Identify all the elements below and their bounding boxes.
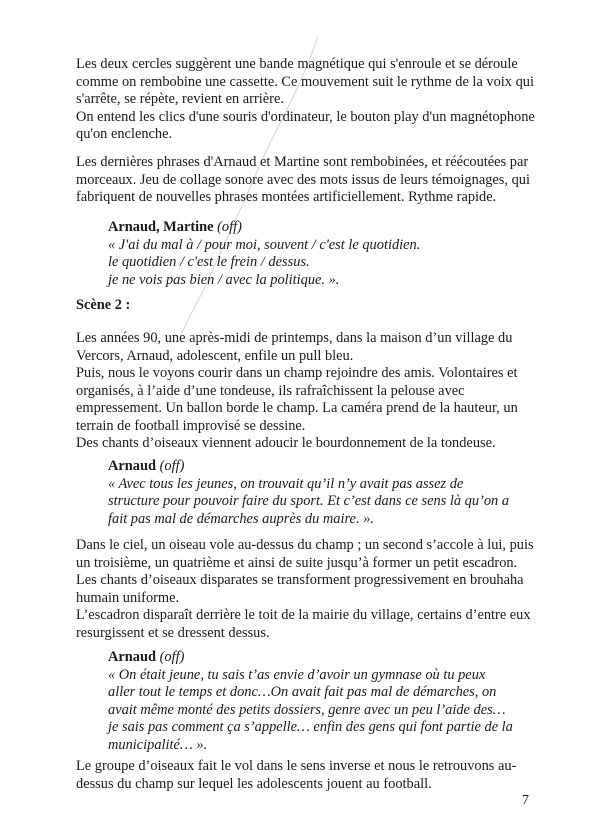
dialogue-line: je ne vois pas bien / avec la politique. ». — [108, 271, 340, 288]
text-line: humain uniforme. — [76, 589, 180, 606]
dialogue-line: je sais pas comment ça s’appelle… enfin des gens qui font partie de la — [108, 719, 513, 735]
text-line: Les deux cercles suggèrent une bande magnétique qui s'enroule et se déroule — [76, 56, 518, 72]
dialogue-speaker — [108, 219, 536, 237]
text-line: fabriquent de nouvelles phrases montées artificiellement. Rythme rapide. — [76, 189, 497, 205]
text-line: L’escadron disparaît derrière le toit de la mairie du village, certains d’entre eux — [76, 607, 531, 623]
text-line: morceaux. Jeu de collage sonore avec des mots issus de leurs témoignages, qui — [76, 171, 530, 188]
paragraph-birds — [76, 537, 536, 642]
paragraph-football — [76, 758, 536, 793]
off-tag: (off) — [217, 219, 242, 235]
dialogue-block-3 — [108, 649, 536, 754]
dialogue-line: le quotidien / c'est le frein / dessus. — [108, 254, 310, 270]
text-line: comme on rembobine une cassette. Ce mouvement suit le rythme de la voix qui — [76, 73, 534, 90]
dialogue-line: aller tout le temps et donc…On avait fait pas mal de démarches, on — [108, 684, 497, 700]
text-line: Les dernières phrases d'Arnaud et Martine sont rembobinées, et réécoutées par — [76, 154, 529, 170]
text-line: Les années 90, une après-midi de printemps, dans la maison d’un village du — [76, 330, 513, 346]
text-line: On entend les clics d'une souris d'ordinateur, le bouton play d'un magnétophone — [76, 108, 535, 125]
paragraph-collage — [76, 154, 536, 207]
text-line: Des chants d’oiseaux viennent adoucir le bourdonnement de la tondeuse. — [76, 435, 496, 451]
text-line: Vercors, Arnaud, adolescent, enfile un pull bleu. — [76, 347, 354, 364]
text-line: qu'on enclenche. — [76, 126, 173, 142]
dialogue-line: municipalité… ». — [108, 736, 208, 753]
text-line: s'arrête, se répète, revient en arrière. — [76, 91, 284, 107]
text-line: un troisième, un quatrième et ainsi de suite jusqu’à former un petit escadron. — [76, 554, 518, 571]
paragraph-vercors — [76, 330, 536, 453]
text-line: Les chants d’oiseaux disparates se transforment progressivement en brouhaha — [76, 572, 524, 588]
off-tag: (off) — [159, 649, 185, 665]
text-line: organisés, à l’aide d’une tondeuse, ils rafraîchissent la pelouse avec — [76, 382, 465, 399]
text-line: resurgissent et se dressent dessus. — [76, 624, 270, 641]
scene-heading: Scène 2 : — [76, 297, 131, 313]
dialogue-speaker — [108, 458, 536, 476]
dialogue-line: avait même monté des petits dossiers, genre avec un peu l’aide des… — [108, 701, 506, 718]
dialogue-line: « Avec tous les jeunes, on trouvait qu’il n’y avait pas assez de — [108, 475, 464, 492]
dialogue-block-2 — [108, 458, 536, 528]
text-line: dessus du champ sur lequel les adolescents jouent au football. — [76, 775, 432, 792]
dialogue-speaker — [108, 649, 536, 667]
page-number: 7 — [522, 793, 529, 808]
dialogue-block-1 — [108, 219, 536, 289]
dialogue-line: structure pour pouvoir faire du sport. Et c’est dans ce sens là qu’on a — [108, 493, 510, 509]
text-line: Dans le ciel, un oiseau vole au-dessus du champ ; un second s’accole à lui, puis — [76, 537, 534, 553]
speaker-name: Arnaud — [108, 458, 156, 474]
dialogue-line: « On était jeune, tu sais t’as envie d’avoir un gymnase où tu peux — [108, 666, 486, 683]
text-line: empressement. Un ballon borde le champ. La caméra prend de la hauteur, un — [76, 400, 518, 416]
text-line: Puis, nous le voyons courir dans un champ rejoindre des amis. Volontaires et — [76, 365, 518, 381]
text-line: terrain de football improvisé se dessine. — [76, 417, 306, 434]
dialogue-line: fait pas mal de démarches auprès du maire. ». — [108, 510, 374, 527]
dialogue-line: « J'ai du mal à / pour moi, souvent / c'est le quotidien. — [108, 236, 421, 253]
paragraph-cassette — [76, 56, 536, 144]
speaker-name: Arnaud, Martine — [108, 219, 214, 235]
speaker-name: Arnaud — [108, 649, 156, 665]
off-tag: (off) — [159, 458, 185, 474]
text-line: Le groupe d’oiseaux fait le vol dans le sens inverse et nous le retrouvons au- — [76, 758, 517, 774]
